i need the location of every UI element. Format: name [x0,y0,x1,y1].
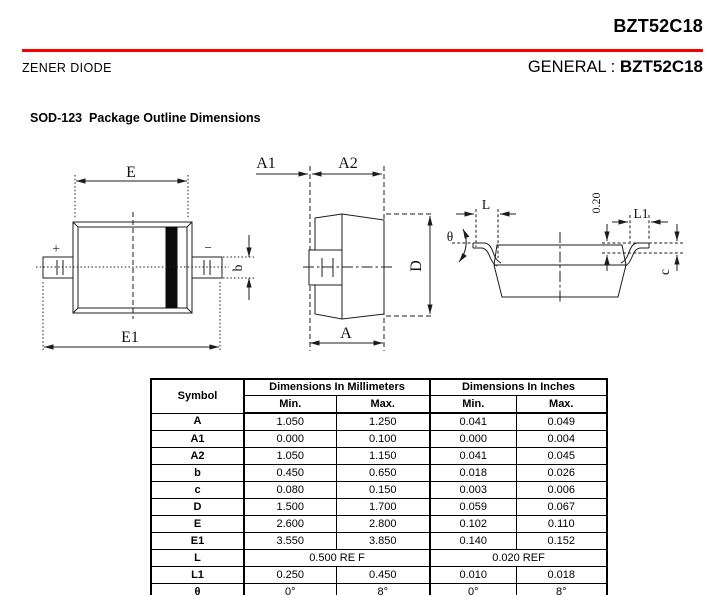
value-cell: 0.450 [244,465,336,482]
symbol-cell: L1 [151,567,244,584]
value-cell: 1.500 [244,499,336,516]
value-cell: 0.041 [430,448,516,465]
symbol-cell: E1 [151,533,244,550]
page-title-part-number: BZT52C18 [613,16,703,36]
value-cell: 0.250 [244,567,336,584]
value-cell: 0.080 [244,482,336,499]
value-cell: 1.050 [244,448,336,465]
end-view-drawing [256,155,434,351]
table-row [151,482,607,499]
value-cell: 3.850 [336,533,430,550]
table-row [151,448,607,465]
dim-label-standoff: 0.20 [589,192,603,214]
symbol-cell: c [151,482,244,499]
col-header-mm-max: Max. [336,396,430,414]
symbol-cell: L [151,550,244,567]
dim-label-A2: A2 [338,155,358,172]
table-row [151,516,607,533]
value-cell: 0.140 [430,533,516,550]
dim-label-E1: E1 [121,329,139,346]
value-cell: 8° [336,584,430,595]
col-header-in-min: Min. [430,396,516,414]
symbol-cell: A1 [151,431,244,448]
value-cell: 0.018 [516,567,607,584]
general-part-number: BZT52C18 [619,57,703,76]
dim-label-theta: θ [446,229,454,244]
table-row [151,533,607,550]
cathode-band [166,227,177,308]
col-header-mm-min: Min. [244,396,336,414]
value-cell: 1.050 [244,413,336,431]
symbol-cell: D [151,499,244,516]
value-cell: 0.067 [516,499,607,516]
value-cell: 1.700 [336,499,430,516]
dimensions-table [150,378,608,595]
value-cell: 2.600 [244,516,336,533]
dim-label-L: L [481,197,491,212]
value-cell: 0.006 [516,482,607,499]
value-cell: 0.150 [336,482,430,499]
table-row [151,465,607,482]
value-cell: 0.018 [430,465,516,482]
dim-label-E: E [126,164,136,181]
symbol-cell: b [151,465,244,482]
value-cell: 0.045 [516,448,607,465]
value-cell: 0.059 [430,499,516,516]
symbol-cell: E [151,516,244,533]
value-cell: 0.003 [430,482,516,499]
value-cell: 0.026 [516,465,607,482]
value-cell: 0.004 [516,431,607,448]
symbol-cell: θ [151,584,244,595]
table-row [151,431,607,448]
value-cell: 3.550 [244,533,336,550]
value-cell: 0.000 [244,431,336,448]
value-cell: 2.800 [336,516,430,533]
dim-label-c: c [657,269,672,275]
polarity-minus-sign: − [204,240,212,255]
dim-label-L1: L1 [633,206,649,221]
dim-label-A: A [340,325,352,342]
dim-label-D: D [408,260,425,272]
value-cell: 0.152 [516,533,607,550]
section-title: SOD-123 Package Outline Dimensions [30,111,261,125]
value-cell: 1.150 [336,448,430,465]
col-header-millimeters: Dimensions In Millimeters [244,379,430,396]
symbol-cell: A2 [151,448,244,465]
value-cell: 0.000 [430,431,516,448]
product-type-label: ZENER DIODE [22,61,112,75]
col-header-inches: Dimensions In Inches [430,379,607,396]
value-cell: 0.010 [430,567,516,584]
top-view-drawing [36,164,255,352]
value-cell: 0.049 [516,413,607,431]
value-cell: 0.102 [430,516,516,533]
dim-label-A1: A1 [256,155,276,172]
value-cell: 1.250 [336,413,430,431]
value-cell: 0.650 [336,465,430,482]
general-label: GENERAL : [527,58,616,76]
table-row [151,567,607,584]
side-view-drawing [447,193,684,304]
value-cell: 0.041 [430,413,516,431]
value-cell: 0° [244,584,336,595]
value-cell: 0.100 [336,431,430,448]
value-cell: 0° [430,584,516,595]
table-row [151,499,607,516]
value-cell: 0.110 [516,516,607,533]
dim-label-b: b [230,264,245,272]
col-header-in-max: Max. [516,396,607,414]
polarity-plus-sign: + [52,241,60,256]
table-row [151,584,607,595]
value-cell: 0.500 RE F [244,550,430,567]
col-header-symbol: Symbol [151,379,244,413]
symbol-cell: A [151,413,244,431]
value-cell: 0.450 [336,567,430,584]
table-row [151,550,607,567]
table-row [151,413,607,431]
value-cell: 8° [516,584,607,595]
value-cell: 0.020 REF [430,550,607,567]
